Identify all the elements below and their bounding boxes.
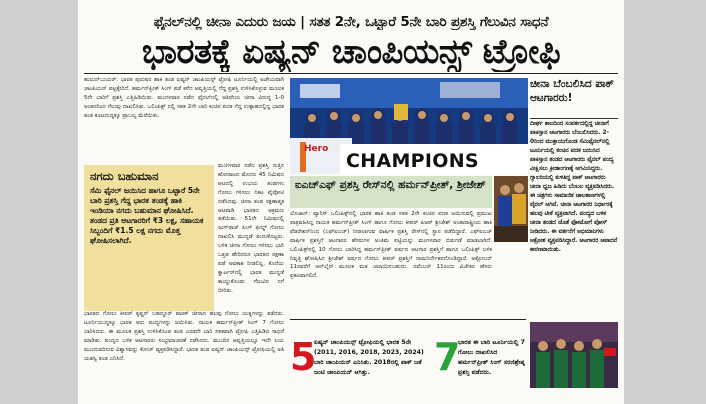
fact-band xyxy=(290,324,526,390)
fih-story-title: ಐಎಚ್‌ಎಫ್ ಪ್ರಶಸ್ತಿ ರೇಸ್‌ನಲ್ಲಿ ಹರ್ಮನ್‌ಪ್ರೀತ್, ಶ್ರೀಜೇಶ್ xyxy=(295,179,486,191)
fact-number-seven: 7 xyxy=(434,335,461,379)
left-margin xyxy=(0,0,78,404)
nominees-photo-graphic xyxy=(494,176,528,242)
overline-kicker: ಫೈನಲ್‌ನಲ್ಲಿ ಚೀನಾ ಎದುರು ಜಯ | ಸತತ 2ನೇ, ಒಟ್ಟಾರೆ 5ನೇ ಬಾರಿ ಪ್ರಶಸ್ತಿ ಗೆಲುವಿನ ಸಾಧನೆ xyxy=(153,14,549,30)
bottom-column-text: ಭಾರತದ ಗೋಲು ಕೀಪರ್ ಕೃಷ್ಣನ್ ಬಹದ್ದೂರ್ ಪಾಠಕ್ ಚೀನಾದ ಹಲವು ಗೋಲು ಯತ್ನಗಳನ್ನು ತಡೆದರು. ಟೂರ್ನಿಯುದ್ದಕ್ಕೂ ಭಾರತ ಆರು ಪಂದ್ಯಗಳನ್ನು ಜಯಿಸಿತು. ನಾಯಕ ಹರ್ಮನ್‌ಪ್ರೀತ್ ಸಿಂಗ್ 7 ಗೋಲು ಬಾರಿಸಿದರು. ಈ ಮೂಲಕ ಪ್ರಶಸ್ತಿ ಉಳಿಸಿಕೊಂಡ ತಂಡ ಎರಡನೇ ಬಾರಿ ಸತತವಾಗಿ ಟ್ರೋಫಿ ಎತ್ತಿಹಿಡಿದ ಸಾಧನೆ ಮಾಡಿತು. ಪಂದ್ಯದ ಬಳಿಕ ಆಟಗಾರರು ಸಂಭ್ರಮಾಚರಣೆ ನಡೆಸಿದರು. ಮುಂದಿನ ಆವೃತ್ತಿಯಲ್ಲೂ ಇದೇ ಲಯ ಮುಂದುವರಿಸುವ ವಿಶ್ವಾಸವನ್ನು ಕೋಚ್ ವ್ಯಕ್ತಪಡಿಸಿದ್ದಾರೆ. ಭಾರತ ತಂಡ ಏಷ್ಯನ್ ಚಾಂಪಿಯನ್ಸ್ ಟ್ರೋಫಿಯಲ್ಲಿ ಅತಿ ಯಶಸ್ವಿ ತಂಡ ಎನಿಸಿದೆ. xyxy=(84,311,284,362)
champions-banner-text: CHAMPIONS xyxy=(346,150,479,172)
cash-prize-body: ಸೆಮಿ ಫೈನಲ್ ಜಯಿಸಿದ ಹಾಗೂ ಒಟ್ಟಾರೆ 5ನೇ ಬಾರಿ ಪ್ರಶಸ್ತಿ ಗೆದ್ದ ಭಾರತ ತಂಡಕ್ಕೆ ಹಾಕಿ ಇಂಡಿಯಾ ನಗದು ಬಹುಮಾನ ಘೋಷಿಸಿದೆ. ತಂಡದ ಪ್ರತಿ ಆಟಗಾರರಿಗೆ ₹3 ಲಕ್ಷ, ಸಹಾಯಕ ಸಿಬ್ಬಂದಿಗೆ ₹1.5 ಲಕ್ಷ ನಗದು ಮೊತ್ತ ಘೋಷಿಸಲಾಗಿದೆ. xyxy=(90,186,204,245)
side-story-text: ದೀರ್ಘ ಕಾಲದಿಂದ ಸಂಪರ್ಕದಲ್ಲಿದ್ದ ಚೀನಾಗೆ ಪಾಕಿಸ್ತಾನ ಆಟಗಾರರು ಬೆಂಬಲಿಸಿದರು. 2-0ರಿಂದ ಮುಕ್ತಾಯಗೊಂಡ ಸೆಮಿಫೈನಲ್‌ನಲ್ಲಿ ಟೂರ್ನಿಯಲ್ಲಿ ಕಂಚಿನ ಪದಕ ಜಯಿಸಿದ ಪಾಕಿಸ್ತಾನ ತಂಡದ ಆಟಗಾರರು ಫೈನಲ್ ಪಂದ್ಯ ವೀಕ್ಷಿಸಲು ಕ್ರೀಡಾಂಗಣಕ್ಕೆ ಆಗಮಿಸಿದ್ದರು. ಗ್ಯಾಲರಿಯಲ್ಲಿ ಕುಳಿತಿದ್ದ ಪಾಕ್ ಆಟಗಾರರು ಚೀನಾ ಧ್ವಜ ಹಿಡಿದು ಬೆಂಬಲ ವ್ಯಕ್ತಪಡಿಸಿದರು. ಈ ಚಿತ್ರಗಳು ಸಾಮಾಜಿಕ ಜಾಲತಾಣಗಳಲ್ಲಿ ವೈರಲ್ ಆಗಿವೆ. ಚೀನಾ ಆಟಗಾರರ ನಿರ್ಧಾರಕ್ಕೆ ಹಲವು ಟೀಕೆ ವ್ಯಕ್ತವಾಗಿದೆ. ಪಂದ್ಯದ ಬಳಿಕ ಚೀನಾ ತಂಡದ ಜೊತೆ ಫೋಟೋಗೆ ಪೋಸ್ ನೀಡಿದರು. ಈ ವರ್ತನೆಗೆ ಅಭಿಮಾನಿಗಳು ಆಕ್ರೋಶ ವ್ಯಕ್ತಪಡಿಸಿದ್ದಾರೆ. ಆಟಗಾರರ ಆಪಾದನೆ ಕಾರಣವಾಯಿತು. xyxy=(530,121,618,253)
pakistan-photo-graphic xyxy=(530,322,618,388)
award-nominees-photo xyxy=(494,176,528,242)
right-margin xyxy=(624,0,706,404)
center-column-text: ಮಂಗಳವಾರ ನಡೆದ ಪ್ರಶಸ್ತಿ ಸುತ್ತಿನ ಹೋರಾಟದ ಮೊದಲ 45 ನಿಮಿಷದ ಆಟದಲ್ಲಿ ಉಭಯ ತಂಡಗಳು ಗೋಲು ಗಳಿಸಲು ನಿಕಟ ಪೈಪೋಟಿ ನಡೆಸಿದವು. ಚೀನಾ ತಂಡ ರಕ್ಷಣಾತ್ಮಕ ಆಟವಾಡಿ ಭಾರತದ ಆಕ್ರಮಣ ತಡೆಯಿತು. 51ನೇ ನಿಮಿಷದಲ್ಲಿ ಜುಗ್‌ರಾಜ್ ಸಿಂಗ್ ಫೀಲ್ಡ್ ಗೋಲು ದಾಖಲಿಸಿ ಮುನ್ನಡೆ ತಂದುಕೊಟ್ಟರು. ಬಳಿಕ ಚೀನಾ ಗೋಲು ಗಳಿಸಲು ಭಾರಿ ಒತ್ತಡ ಹೇರಿದರೂ ಭಾರತದ ರಕ್ಷಣಾ ಪಡೆ ಅವಕಾಶ ನೀಡಲಿಲ್ಲ. ಕೊನೆಯ ಕ್ವಾರ್ಟರ್‌ನಲ್ಲಿ ಭಾರತ ಮುನ್ನಡೆ ಕಾಯ್ದುಕೊಂಡು ಗೆಲುವಿನ ನಗೆ ಬೀರಿತು. xyxy=(218,163,284,294)
fact-band-rule xyxy=(290,319,526,320)
main-headline: ಭಾರತಕ್ಕೆ ಏಷ್ಯನ್ ಚಾಂಪಿಯನ್ಸ್ ಟ್ರೋಫಿ xyxy=(141,32,561,72)
fih-story-title-box xyxy=(290,176,492,208)
team-celebration-photo xyxy=(290,78,528,174)
fih-story-text: ಲೊಜಾನ್: ಪ್ಯಾರಿಸ್ ಒಲಿಂಪಿಕ್ಸ್‌ನಲ್ಲಿ ಭಾರತ ಹಾಕಿ ತಂಡ ಸತತ 2ನೇ ಕಂಚಿನ ಪದಕ ಜಯಿಸುವಲ್ಲಿ ಪ್ರಮುಖ ಪಾತ್ರವಹಿಸಿದ್ದ ನಾಯಕ ಹರ್ಮನ್‌ಪ್ರೀತ್ ಸಿಂಗ್ ಹಾಗೂ ಗೋಲು ಕೀಪರ್ ಪಿಆರ್ ಶ್ರೀಜೇಶ್ ಅಂತಾರಾಷ್ಟ್ರೀಯ ಹಾಕಿ ಫೆಡರೇಶನ್‌ನಿಂದ (ಎಫ್‌ಐಎಚ್) ನೀಡಲಾಗುವ ವಾರ್ಷಿಕ ಪ್ರಶಸ್ತಿ ರೇಸ್‌ನಲ್ಲಿ ಸ್ಥಾನ ಪಡೆದಿದ್ದಾರೆ. ಎಫ್‌ಐಎಚ್ ವಾರ್ಷಿಕ ಪ್ರಶಸ್ತಿಗೆ ಆಟಗಾರರ ಹೆಸರುಗಳ ಅಂತಿಮ ಪಟ್ಟಿಯನ್ನು ಮಂಗಳವಾರ ಬಿಡುಗಡೆ ಮಾಡಲಾಗಿದೆ. ಒಲಿಂಪಿಕ್ಸ್‌ನಲ್ಲಿ 10 ಗೋಲು ಬಾರಿಸಿದ್ದ ಹರ್ಮನ್‌ಪ್ರೀತ್ ವರ್ಷದ ಆಟಗಾರ ಪ್ರಶಸ್ತಿಗೆ ಹಾಗೂ ಒಲಿಂಪಿಕ್ಸ್ ಬಳಿಕ ನಿವೃತ್ತಿ ಘೋಷಿಸಿದ ಶ್ರೀಜೇಶ್ ವರ್ಷದ ಗೋಲು ಕೀಪರ್ ಪ್ರಶಸ್ತಿಗೆ ನಾಮನಿರ್ದೇಶನಗೊಂಡಿದ್ದಾರೆ. ಅಕ್ಟೋಬರ್ 11ರವರೆಗೆ ಆನ್‌ಲೈನ್ ಮೂಲಕ ಮತ ಚಲಾಯಿಸಬಹುದು. ನವೆಂಬರ್ 11ರಂದು ವಿಜೇತರ ಹೆಸರು ಪ್ರಕಟವಾಗಲಿದೆ. xyxy=(290,211,492,280)
side-story-headline: ಚೀನಾ ಬೆಂಬಲಿಸಿದ ಪಾಕ್ ಆಟಗಾರರು! xyxy=(530,78,614,104)
fact-text-seven: ಭಾರತ ಈ ಬಾರಿ ಟೂರ್ನಿಯಲ್ಲಿ 7 ಗೋಲು ದಾಖಲಿಸಿದ ಹರ್ಮನ್‌ಪ್ರೀತ್ ಸಿಂಗ್ ಸರಣಿಶ್ರೇಷ್ಠ ಪ್ರಶಸ್ತಿ ಪಡೆದರು. xyxy=(458,339,525,376)
fact-number-five: 5 xyxy=(290,335,317,379)
lead-article-text: ಹುಲುನ್‌ಬುಯರ್: ಭಾರತ ಪುರುಷರ ಹಾಕಿ ತಂಡ ಏಷ್ಯನ್ ಚಾಂಪಿಯನ್ಸ್ ಟ್ರೋಫಿ ಟೂರ್ನಿಯಲ್ಲಿ ಅಜೇಯವಾಗಿ ಚಾಂಪಿಯನ್ ಪಟ್ಟಕ್ಕೇರಿದೆ. ಹರ್ಮನ್‌ಪ್ರೀತ್ ಸಿಂಗ್ ಪಡೆ ಕಳೆದ ಆವೃತ್ತಿಯಲ್ಲಿ ಗೆದ್ದ ಪ್ರಶಸ್ತಿ ಉಳಿಸಿಕೊಳ್ಳುವ ಮೂಲಕ 5ನೇ ಬಾರಿಗೆ ಪ್ರಶಸ್ತಿ ಎತ್ತಿಹಿಡಿಯಿತು. ಮಂಗಳವಾರ ನಡೆದ ಫೈನಲ್‌ನಲ್ಲಿ ಆತಿಥೇಯ ಚೀನಾ ವಿರುದ್ಧ 1-0 ಅಂತರದಿಂದ ಗೆಲುವು ದಾಖಲಿಸಿತು. ಒಲಿಂಪಿಕ್ಸ್ ನಲ್ಲಿ ಸತತ 2ನೇ ಬಾರಿ ಕಂಚಿನ ಪದಕ ಗೆದ್ದ ಉತ್ಸಾಹದಲ್ಲಿದ್ದ ಭಾರತ ತಂಡ ಕೂಟದುದ್ದಕ್ಕೂ ಪ್ರಾಬಲ್ಯ ಮೆರೆಯಿತು. xyxy=(84,77,284,119)
newspaper-page xyxy=(78,0,624,404)
pakistan-players-photo xyxy=(530,322,618,388)
cash-prize-box xyxy=(84,165,214,311)
fact-text-five: ಏಷ್ಯನ್ ಚಾಂಪಿಯನ್ಸ್ ಟ್ರೋಫಿಯಲ್ಲಿ ಭಾರತ 5ನೇ (2011, 2016, 2018, 2023, 2024) ಬಾರಿ ಚಾಂಪಿಯನ್ ಎನಿಸಿತು. 2018ರಲ್ಲಿ ಪಾಕ್ ಜತೆ ಜಂಟಿ ಚಾಂಪಿಯನ್ ಆಗಿತ್ತು. xyxy=(314,339,424,376)
side-story-rule xyxy=(530,118,618,119)
cash-prize-title: ನಗದು ಬಹುಮಾನ xyxy=(90,169,159,183)
sponsor-logo-text: Hero xyxy=(304,144,329,154)
headline-rule xyxy=(84,73,618,74)
